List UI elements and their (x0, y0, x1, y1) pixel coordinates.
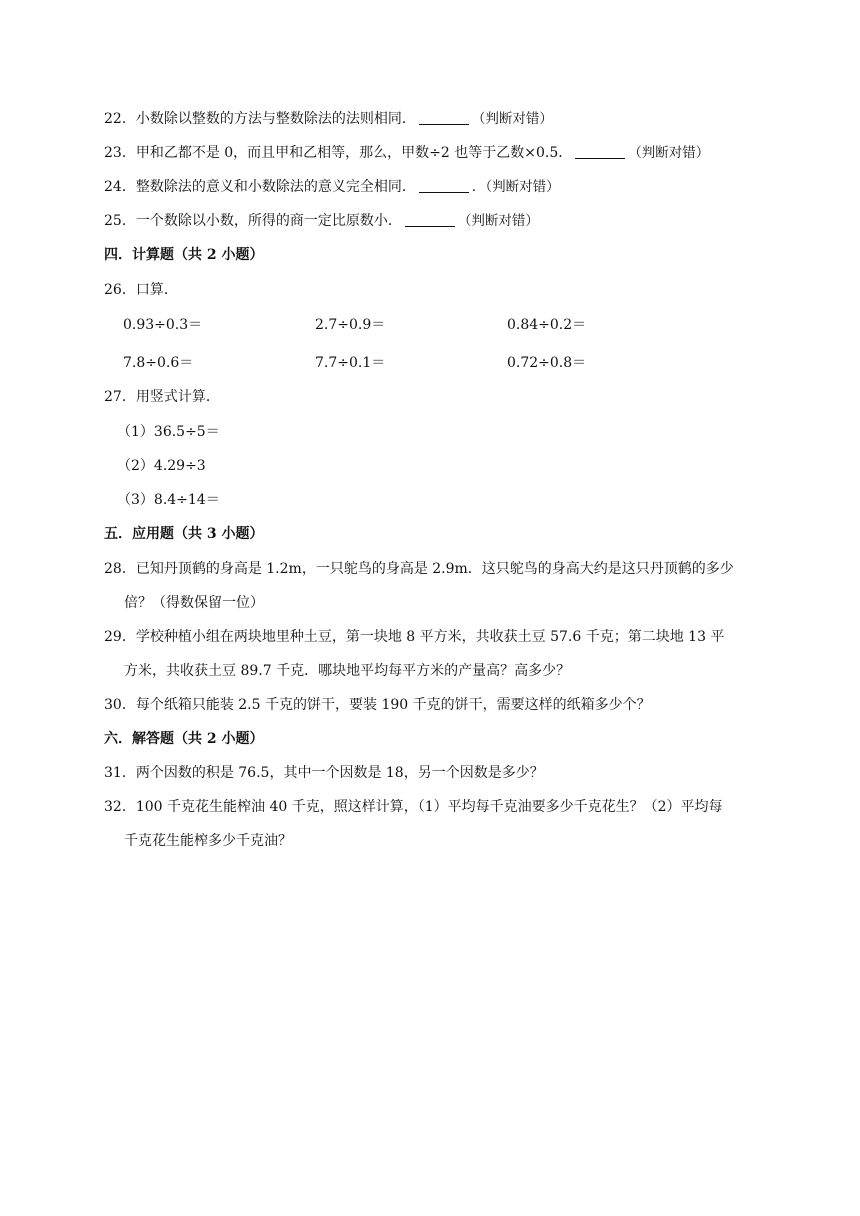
question-tag: （判断对错） (457, 213, 539, 229)
question-text: 口算． (135, 282, 178, 298)
question-text: 两个因数的积是 76.5，其中一个因数是 18，另一个因数是多少？ (135, 765, 544, 781)
question-number: 22． (104, 111, 136, 127)
question-text: 100 千克花生能榨油 40 千克，照这样计算，（1）平均每千克油要多少千克花生？（2）平均每 (135, 799, 723, 815)
question-number: 31． (104, 765, 136, 781)
question-number: 29． (104, 629, 136, 645)
section-heading-6: 六．解答题（共 2 小题） (104, 731, 264, 747)
mental-calc-item: 2.7÷0.9＝ (315, 317, 386, 333)
question-number: 27． (104, 389, 136, 405)
question-number: 26． (104, 282, 136, 298)
question-tag: （判断对错） (628, 145, 710, 161)
question-31 (104, 766, 544, 780)
question-25 (104, 214, 539, 229)
question-number: 23． (104, 145, 136, 161)
question-32 (104, 800, 723, 814)
question-30 (104, 698, 651, 712)
question-text: 学校种植小组在两块地里种土豆，第一块地 8 平方米，共收获土豆 57.6 千克；第二块地 13 平 (135, 629, 725, 645)
question-29-continued: 方米，共收获土豆 89.7 千克．哪块地平均每平方米的产量高？高多少？ (124, 663, 571, 679)
question-number: 28． (104, 561, 136, 577)
question-tag: （判断对错） (471, 111, 553, 127)
question-number: 32． (104, 799, 136, 815)
question-28-continued: 倍？（得数保留一位） (124, 595, 264, 611)
question-27 (104, 390, 220, 404)
question-text: 一个数除以小数，所得的商一定比原数小． (135, 213, 402, 229)
mental-calc-item: 0.84÷0.2＝ (507, 317, 587, 333)
question-24 (104, 180, 560, 195)
question-29 (104, 630, 724, 644)
question-23 (104, 146, 709, 161)
question-text: 用竖式计算． (135, 389, 220, 405)
mental-calc-item: 7.8÷0.6＝ (123, 355, 194, 371)
question-text: 整数除法的意义和小数除法的意义完全相同． (135, 179, 416, 195)
answer-blank[interactable] (405, 225, 455, 227)
question-number: 24． (104, 179, 136, 195)
mental-calc-item: 0.72÷0.8＝ (507, 355, 587, 371)
mental-calc-item: 0.93÷0.3＝ (123, 317, 203, 333)
question-22 (104, 112, 553, 127)
question-text: 小数除以整数的方法与整数除法的法则相同． (135, 111, 416, 127)
question-text: 已知丹顶鹤的身高是 1.2m，一只鸵鸟的身高是 2.9m．这只鸵鸟的身高大约是这只丹顶鹤的多少 (135, 561, 734, 577)
question-32-continued: 千克花生能榨多少千克油？ (124, 833, 292, 849)
vertical-calc-item: （3）8.4÷14＝ (117, 492, 220, 508)
question-text: 每个纸箱只能装 2.5 千克的饼干，要装 190 千克的饼干，需要这样的纸箱多少个？ (135, 697, 651, 713)
question-tag: ．（判断对错） (471, 179, 560, 195)
section-heading-4: 四．计算题（共 2 小题） (104, 247, 264, 263)
answer-blank[interactable] (419, 191, 469, 193)
mental-calc-item: 7.7÷0.1＝ (315, 355, 386, 371)
question-text: 甲和乙都不是 0，而且甲和乙相等，那么，甲数÷2 也等于乙数×0.5． (135, 145, 573, 161)
question-number: 25． (104, 213, 136, 229)
question-28 (104, 562, 734, 576)
question-number: 30． (104, 697, 136, 713)
question-26 (104, 283, 178, 297)
vertical-calc-item: （2）4.29÷3 (117, 458, 206, 474)
section-heading-5: 五．应用题（共 3 小题） (104, 526, 264, 542)
vertical-calc-item: （1）36.5÷5＝ (117, 424, 220, 440)
answer-blank[interactable] (575, 157, 625, 159)
answer-blank[interactable] (419, 123, 469, 125)
